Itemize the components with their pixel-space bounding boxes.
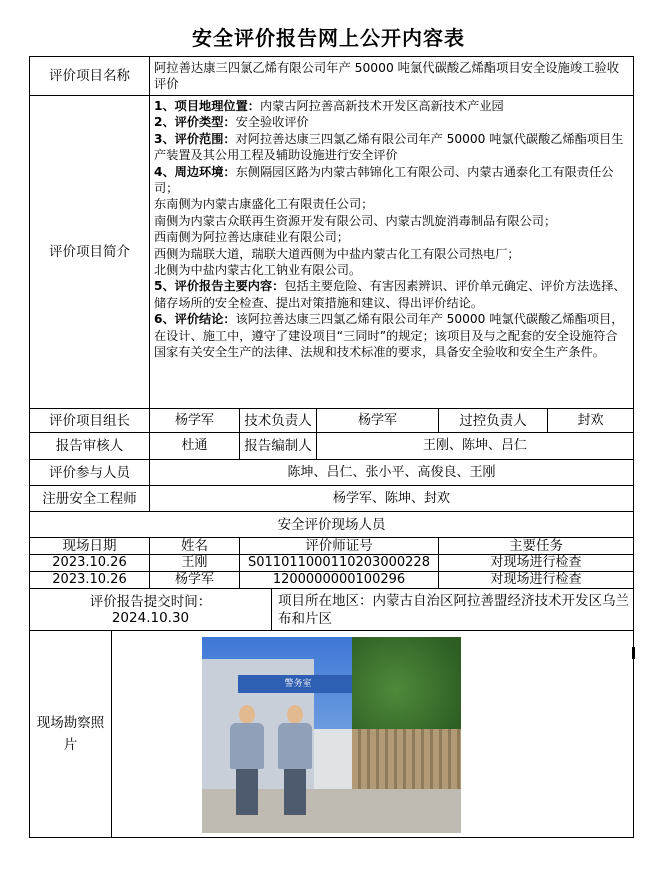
row-cert: S011011000110203000228 <box>240 555 439 572</box>
type-title: 2、评价类型： <box>154 115 236 130</box>
process-value: 封欢 <box>548 409 634 433</box>
header-date: 现场日期 <box>30 538 150 555</box>
row-task: 对现场进行检查 <box>439 555 634 572</box>
booth-sign: 警务室 <box>238 675 358 693</box>
table-row <box>30 572 634 589</box>
participants-value: 陈坤、吕仁、张小平、高俊良、王刚 <box>150 460 634 486</box>
submit-date: 2024.10.30 <box>111 609 190 626</box>
conclusion-title: 6、评价结论： <box>154 312 236 327</box>
process-label: 过控负责人 <box>439 409 548 433</box>
tech-label: 技术负责人 <box>240 409 317 433</box>
content-title: 5、评价报告主要内容： <box>154 279 285 294</box>
env-text-6: 北侧为中盐内蒙古化工钠业有限公司。 <box>154 263 362 278</box>
env-text-2: 东南侧为内蒙古康盛化工有限责任公司； <box>154 197 374 212</box>
location-title: 1、项目地理位置： <box>154 99 260 113</box>
header-name: 姓名 <box>150 538 240 555</box>
page-title: 安全评价报告网上公开内容表 <box>192 26 465 50</box>
edge-mark <box>632 647 635 659</box>
project-name: 阿拉善达康三四氯乙烯有限公司年产 50000 吨氯代碳酸乙烯酯项目安全设施竣工验收评价 <box>150 57 634 96</box>
onsite-header-row <box>30 538 634 555</box>
engineers-value: 杨学军、陈坤、封欢 <box>150 486 634 512</box>
photo-cell <box>112 631 634 838</box>
header-cert: 评价师证号 <box>240 538 439 555</box>
disclosure-table <box>29 56 634 838</box>
scope-text: 对阿拉善达康三四氯乙烯有限公司年产 50000 吨氯代碳酸乙烯酯项目生产装置及其公用工程及辅助设施进行安全评价 <box>154 131 624 163</box>
leader-label: 评价项目组长 <box>30 409 150 433</box>
row-cert: 1200000000100296 <box>240 572 439 589</box>
person <box>278 705 312 815</box>
row-name: 王刚 <box>150 555 240 572</box>
location-text: 内蒙古阿拉善高新技术开发区高新技术产业园 <box>259 99 504 113</box>
row-task: 对现场进行检查 <box>439 572 634 589</box>
submit-label: 评价报告提交时间： <box>89 593 212 610</box>
writers-value: 王刚、陈坤、吕仁 <box>317 433 634 460</box>
env-text-4: 西南侧为阿拉善达康硅业有限公司； <box>154 230 349 245</box>
submit-time-cell <box>30 589 272 631</box>
env-text-1: 东侧隔园区路为内蒙古韩锦化工有限公司、内蒙古通泰化工有限责任公司； <box>154 164 614 196</box>
onsite-heading: 安全评价现场人员 <box>30 512 634 538</box>
header-task: 主要任务 <box>439 538 634 555</box>
type-text: 安全验收评价 <box>235 115 309 130</box>
project-area: 项目所在地区：内蒙古自治区阿拉善盟经济技术开发区乌兰布和片区 <box>272 589 634 631</box>
reviewer-label: 报告审核人 <box>30 433 150 460</box>
fence <box>352 729 461 789</box>
tech-value: 杨学军 <box>317 409 439 433</box>
env-title: 4、周边环境： <box>154 164 236 179</box>
site-photo <box>202 637 461 833</box>
reviewer-value: 杜通 <box>150 433 240 460</box>
person <box>230 705 264 815</box>
conclusion-text: 该阿拉善达康三四氯乙烯有限公司年产 50000 吨氯代碳酸乙烯酯项目，在设计、施工中，遵守了建设项目“三同时”的规定；该项目及与之配套的安全设施符合国家有关安全生产的法律、法规和技术标准的要求，具备安全验收和安全生产条件。 <box>154 312 624 360</box>
photo-label: 现场勘察照片 <box>30 631 112 838</box>
engineers-label: 注册安全工程师 <box>30 486 150 512</box>
env-text-5: 西侧为瑞联大道，瑞联大道西侧为中盐内蒙古化工有限公司热电厂； <box>154 246 520 261</box>
row-date: 2023.10.26 <box>30 572 150 589</box>
project-intro <box>150 96 634 409</box>
content-text: 包括主要危险、有害因素辨识、评价单元确定、评价方法选择、储存场所的安全检查、提出对策措施和建议、得出评价结论。 <box>154 279 626 310</box>
table-row <box>30 555 634 572</box>
intro-label: 评价项目简介 <box>30 96 150 409</box>
env-text-3: 南侧为内蒙古众联再生资源开发有限公司、内蒙古凯旋消毒制品有限公司； <box>154 213 557 228</box>
writer-label: 报告编制人 <box>240 433 317 460</box>
leader-value: 杨学军 <box>150 409 240 433</box>
row-name: 杨学军 <box>150 572 240 589</box>
row-date: 2023.10.26 <box>30 555 150 572</box>
participants-label: 评价参与人员 <box>30 460 150 486</box>
project-name-label: 评价项目名称 <box>30 57 150 96</box>
scope-title: 3、评价范围： <box>154 131 236 146</box>
